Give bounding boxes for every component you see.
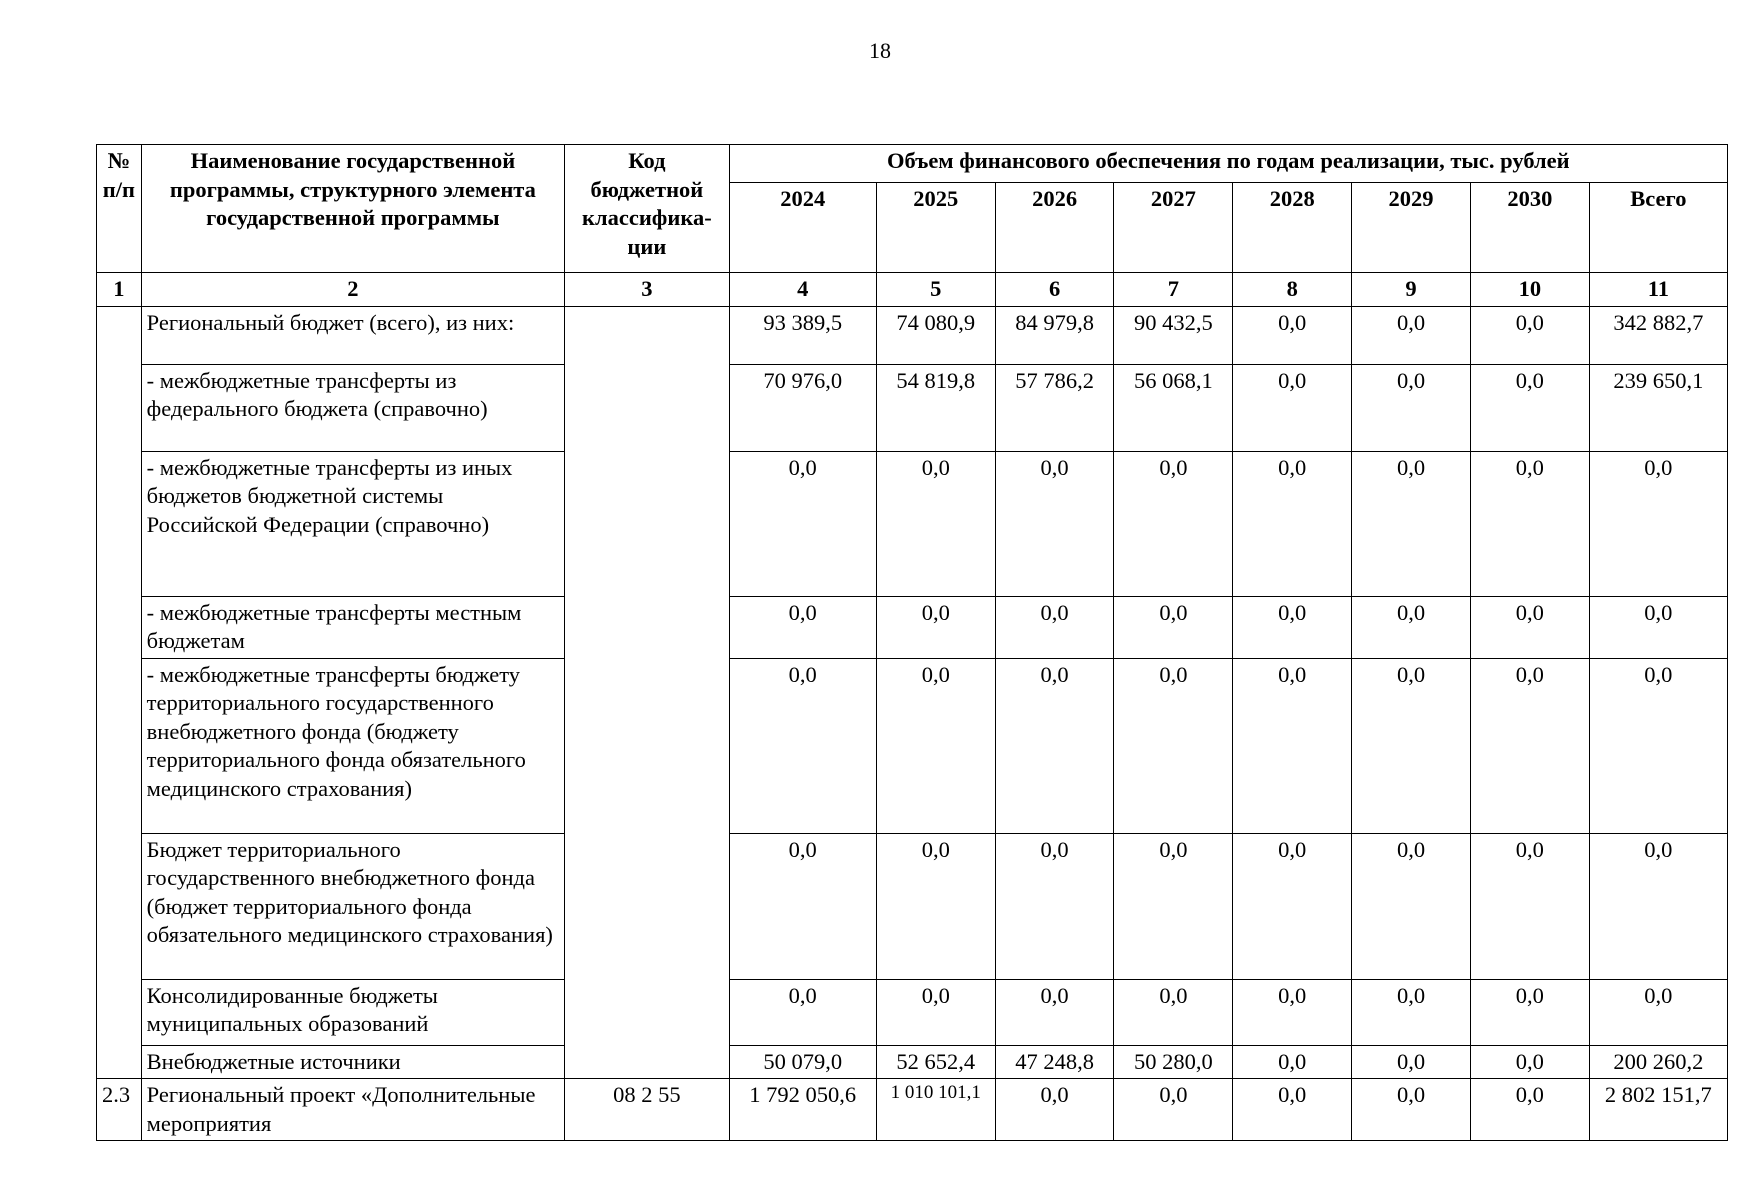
index-cell: 8 <box>1233 273 1352 307</box>
row-number: 2.3 <box>97 1079 142 1141</box>
header-year-2029: 2029 <box>1352 183 1471 273</box>
value-cell: 0,0 <box>1470 1079 1589 1141</box>
table-row-2-3 <box>97 1079 1728 1141</box>
column-index-row <box>97 273 1728 307</box>
budget-table <box>96 144 1728 1141</box>
value-cell: 0,0 <box>876 658 995 833</box>
value-cell: 0,0 <box>876 596 995 658</box>
value-cell: 0,0 <box>1352 1079 1471 1141</box>
value-cell: 84 979,8 <box>995 306 1114 364</box>
value-cell: 0,0 <box>1352 833 1471 979</box>
row-name: - межбюджетные трансферты бюджету территориального государственного внебюджетного фонда (бюджету территориального фонда обязательного медицинского страхования) <box>141 658 564 833</box>
index-cell: 2 <box>141 273 564 307</box>
value-cell: 0,0 <box>1233 306 1352 364</box>
value-cell: 74 080,9 <box>876 306 995 364</box>
value-cell: 90 432,5 <box>1114 306 1233 364</box>
row-name: - межбюджетные трансферты из иных бюджетов бюджетной системы Российской Федерации (справочно) <box>141 451 564 596</box>
value-cell: 0,0 <box>1589 596 1727 658</box>
value-cell: 0,0 <box>1589 658 1727 833</box>
row-name: Региональный проект «Дополнительные мероприятия <box>141 1079 564 1141</box>
value-cell: 0,0 <box>1470 364 1589 451</box>
index-cell: 11 <box>1589 273 1727 307</box>
value-cell: 0,0 <box>1470 596 1589 658</box>
value-cell: 0,0 <box>1233 596 1352 658</box>
table-row <box>97 364 1728 451</box>
row-name: - межбюджетные трансферты из федерального бюджета (справочно) <box>141 364 564 451</box>
value-cell: 0,0 <box>1352 658 1471 833</box>
value-cell: 0,0 <box>1470 833 1589 979</box>
index-cell: 10 <box>1470 273 1589 307</box>
value-cell: 54 819,8 <box>876 364 995 451</box>
header-volume: Объем финансового обеспечения по годам реализации, тыс. рублей <box>729 145 1727 183</box>
header-name: Наименование государственной программы, структурного элемента государственной программы <box>141 145 564 273</box>
value-cell: 0,0 <box>995 596 1114 658</box>
row-name: Внебюджетные источники <box>141 1045 564 1079</box>
value-cell: 0,0 <box>1470 1045 1589 1079</box>
index-cell: 5 <box>876 273 995 307</box>
row-name: Бюджет территориального государственного внебюджетного фонда (бюджет территориального фонда обязательного медицинского страхования) <box>141 833 564 979</box>
value-cell: 0,0 <box>729 596 876 658</box>
value-cell: 50 280,0 <box>1114 1045 1233 1079</box>
header-no: № п/п <box>97 145 142 273</box>
value-cell: 0,0 <box>729 451 876 596</box>
table-row <box>97 451 1728 596</box>
header-total: Всего <box>1589 183 1727 273</box>
value-cell: 52 652,4 <box>876 1045 995 1079</box>
value-cell: 0,0 <box>1233 833 1352 979</box>
value-cell: 0,0 <box>1114 596 1233 658</box>
header-year-2026: 2026 <box>995 183 1114 273</box>
value-cell: 70 976,0 <box>729 364 876 451</box>
row-name: Региональный бюджет (всего), из них: <box>141 306 564 364</box>
value-cell: 0,0 <box>1352 596 1471 658</box>
value-cell: 0,0 <box>1589 451 1727 596</box>
value-cell: 0,0 <box>1352 1045 1471 1079</box>
index-cell: 3 <box>565 273 730 307</box>
value-cell: 0,0 <box>1470 658 1589 833</box>
value-cell: 0,0 <box>1233 451 1352 596</box>
value-cell: 0,0 <box>1233 1079 1352 1141</box>
table-row <box>97 833 1728 979</box>
value-cell: 1 792 050,6 <box>729 1079 876 1141</box>
index-cell: 1 <box>97 273 142 307</box>
value-cell: 93 389,5 <box>729 306 876 364</box>
value-cell: 0,0 <box>995 1079 1114 1141</box>
value-cell: 239 650,1 <box>1589 364 1727 451</box>
value-cell: 0,0 <box>876 451 995 596</box>
value-cell: 56 068,1 <box>1114 364 1233 451</box>
value-cell: 0,0 <box>1233 979 1352 1045</box>
value-cell: 0,0 <box>1233 364 1352 451</box>
value-cell: 0,0 <box>1114 979 1233 1045</box>
value-cell: 1 010 101,1 <box>876 1079 995 1141</box>
row-name: - межбюджетные трансферты местным бюджетам <box>141 596 564 658</box>
value-cell: 0,0 <box>1589 979 1727 1045</box>
value-cell: 0,0 <box>1233 658 1352 833</box>
row-name: Консолидированные бюджеты муниципальных образований <box>141 979 564 1045</box>
value-cell: 0,0 <box>1352 306 1471 364</box>
header-year-2027: 2027 <box>1114 183 1233 273</box>
rownum-cell <box>97 306 142 1079</box>
value-cell: 0,0 <box>876 833 995 979</box>
value-cell: 0,0 <box>995 833 1114 979</box>
header-year-2025: 2025 <box>876 183 995 273</box>
value-cell: 47 248,8 <box>995 1045 1114 1079</box>
value-cell: 0,0 <box>995 658 1114 833</box>
index-cell: 7 <box>1114 273 1233 307</box>
value-cell: 0,0 <box>1233 1045 1352 1079</box>
value-cell: 0,0 <box>729 658 876 833</box>
value-cell: 0,0 <box>1114 833 1233 979</box>
value-cell: 0,0 <box>1352 979 1471 1045</box>
value-cell: 0,0 <box>1470 451 1589 596</box>
value-cell: 0,0 <box>1589 833 1727 979</box>
table-row <box>97 979 1728 1045</box>
value-cell: 0,0 <box>729 979 876 1045</box>
header-year-2028: 2028 <box>1233 183 1352 273</box>
table-row <box>97 596 1728 658</box>
page-number: 18 <box>869 38 891 63</box>
value-cell: 0,0 <box>729 833 876 979</box>
table-row <box>97 306 1728 364</box>
value-cell: 0,0 <box>1114 1079 1233 1141</box>
header-year-2030: 2030 <box>1470 183 1589 273</box>
table-row <box>97 1045 1728 1079</box>
value-cell: 200 260,2 <box>1589 1045 1727 1079</box>
index-cell: 6 <box>995 273 1114 307</box>
value-cell: 57 786,2 <box>995 364 1114 451</box>
value-cell: 342 882,7 <box>1589 306 1727 364</box>
header-year-2024: 2024 <box>729 183 876 273</box>
budget-code: 08 2 55 <box>565 1079 730 1141</box>
value-cell: 0,0 <box>1470 306 1589 364</box>
value-cell: 2 802 151,7 <box>1589 1079 1727 1141</box>
value-cell: 0,0 <box>876 979 995 1045</box>
code-cell <box>565 306 730 1079</box>
header-code: Код бюджетной классифика-ции <box>565 145 730 273</box>
value-cell: 0,0 <box>995 979 1114 1045</box>
index-cell: 9 <box>1352 273 1471 307</box>
value-cell: 0,0 <box>1352 364 1471 451</box>
value-cell: 0,0 <box>1470 979 1589 1045</box>
value-cell: 0,0 <box>1114 451 1233 596</box>
value-cell: 0,0 <box>995 451 1114 596</box>
value-cell: 0,0 <box>1114 658 1233 833</box>
value-cell: 50 079,0 <box>729 1045 876 1079</box>
table-row <box>97 658 1728 833</box>
value-cell: 0,0 <box>1352 451 1471 596</box>
index-cell: 4 <box>729 273 876 307</box>
